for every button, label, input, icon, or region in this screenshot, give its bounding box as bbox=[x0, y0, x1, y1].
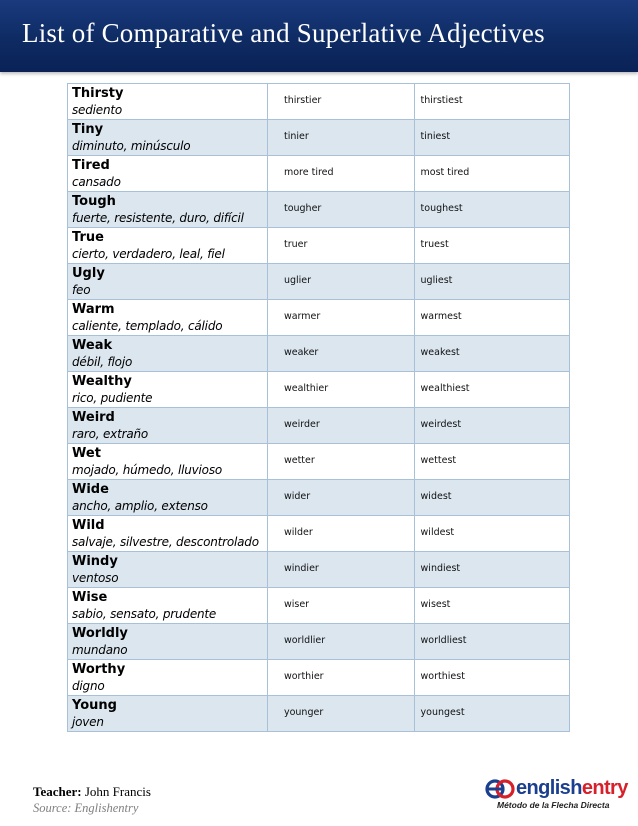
comparative-form: truer bbox=[283, 239, 308, 250]
comparative-cell bbox=[267, 408, 414, 444]
superlative-form: tiniest bbox=[420, 131, 451, 142]
superlative-form: wisest bbox=[420, 599, 451, 610]
comparative-form: tinier bbox=[283, 131, 309, 142]
table-row bbox=[68, 84, 570, 120]
superlative-form: truest bbox=[420, 239, 449, 250]
superlative-form: wealthiest bbox=[420, 383, 470, 394]
table-row bbox=[68, 300, 570, 336]
comparative-form: younger bbox=[283, 707, 324, 718]
superlative-form: ugliest bbox=[420, 275, 453, 286]
teacher-label: Teacher: bbox=[33, 784, 82, 799]
superlative-cell bbox=[414, 588, 569, 624]
adjective-word: Wise bbox=[72, 590, 108, 605]
adjective-word: Worldly bbox=[72, 626, 128, 641]
adjective-word: Warm bbox=[72, 302, 115, 317]
comparative-cell bbox=[267, 120, 414, 156]
superlative-cell bbox=[414, 444, 569, 480]
teacher-name: John Francis bbox=[84, 784, 151, 799]
adjective-cell bbox=[68, 336, 268, 372]
comparative-cell bbox=[267, 696, 414, 732]
adjective-translation: mojado, húmedo, lluvioso bbox=[72, 463, 223, 477]
adjective-cell bbox=[68, 408, 268, 444]
superlative-cell bbox=[414, 696, 569, 732]
superlative-form: windiest bbox=[420, 563, 461, 574]
adjective-translation: salvaje, silvestre, descontrolado bbox=[72, 535, 259, 549]
adjective-translation: fuerte, resistente, duro, difícil bbox=[72, 211, 244, 225]
adjective-translation: raro, extraño bbox=[72, 427, 149, 441]
comparative-form: thirstier bbox=[283, 95, 322, 106]
englishentry-logo bbox=[485, 777, 628, 812]
adjective-cell bbox=[68, 696, 268, 732]
adjective-word: Tiny bbox=[72, 122, 104, 137]
superlative-cell bbox=[414, 156, 569, 192]
adjective-word: True bbox=[72, 230, 104, 245]
adjective-word: Tough bbox=[72, 194, 116, 209]
adjective-cell bbox=[68, 228, 268, 264]
comparative-cell bbox=[267, 192, 414, 228]
superlative-cell bbox=[414, 624, 569, 660]
adjective-cell bbox=[68, 624, 268, 660]
adjective-word: Wild bbox=[72, 518, 105, 533]
adjective-cell bbox=[68, 372, 268, 408]
superlative-cell bbox=[414, 336, 569, 372]
adjective-cell bbox=[68, 84, 268, 120]
table-row bbox=[68, 588, 570, 624]
superlative-form: wettest bbox=[420, 455, 457, 466]
adjective-translation: rico, pudiente bbox=[72, 391, 153, 405]
comparative-form: tougher bbox=[283, 203, 322, 214]
comparative-cell bbox=[267, 336, 414, 372]
comparative-cell bbox=[267, 588, 414, 624]
superlative-cell bbox=[414, 660, 569, 696]
adjective-translation: sabio, sensato, prudente bbox=[72, 607, 217, 621]
comparative-cell bbox=[267, 84, 414, 120]
superlative-form: thirstiest bbox=[420, 95, 463, 106]
superlative-form: weakest bbox=[420, 347, 460, 358]
table-row bbox=[68, 372, 570, 408]
adjective-cell bbox=[68, 444, 268, 480]
superlative-form: youngest bbox=[420, 707, 465, 718]
comparative-cell bbox=[267, 264, 414, 300]
comparative-form: wetter bbox=[283, 455, 315, 466]
superlative-cell bbox=[414, 408, 569, 444]
comparative-form: wealthier bbox=[283, 383, 329, 394]
comparative-form: weirder bbox=[283, 419, 320, 430]
adjective-translation: sediento bbox=[72, 103, 123, 117]
comparative-cell bbox=[267, 552, 414, 588]
adjective-cell bbox=[68, 660, 268, 696]
comparative-cell bbox=[267, 444, 414, 480]
comparative-form: worldlier bbox=[283, 635, 326, 646]
logo-arrow-icon bbox=[485, 779, 515, 799]
adjective-word: Ugly bbox=[72, 266, 105, 281]
comparative-form: wilder bbox=[283, 527, 313, 538]
table-row bbox=[68, 408, 570, 444]
adjective-word: Young bbox=[72, 698, 117, 713]
table-row bbox=[68, 444, 570, 480]
table-row bbox=[68, 192, 570, 228]
comparative-cell bbox=[267, 156, 414, 192]
table-row bbox=[68, 480, 570, 516]
superlative-form: worldliest bbox=[420, 635, 467, 646]
comparative-form: warmer bbox=[283, 311, 321, 322]
superlative-form: widest bbox=[420, 491, 452, 502]
adjective-cell bbox=[68, 264, 268, 300]
comparative-form: windier bbox=[283, 563, 319, 574]
superlative-form: wildest bbox=[420, 527, 455, 538]
adjective-cell bbox=[68, 192, 268, 228]
comparative-form: wiser bbox=[283, 599, 310, 610]
adjective-cell bbox=[68, 516, 268, 552]
adjectives-table bbox=[67, 83, 570, 732]
adjective-word: Worthy bbox=[72, 662, 126, 677]
comparative-cell bbox=[267, 372, 414, 408]
superlative-cell bbox=[414, 264, 569, 300]
table-row bbox=[68, 120, 570, 156]
adjective-word: Tired bbox=[72, 158, 110, 173]
title-banner bbox=[0, 0, 638, 72]
superlative-form: worthiest bbox=[420, 671, 465, 682]
superlative-cell bbox=[414, 228, 569, 264]
page-title: List of Comparative and Superlative Adjectives bbox=[22, 18, 545, 48]
comparative-form: wider bbox=[283, 491, 311, 502]
logo-tagline: Método de la Flecha Directa bbox=[497, 800, 610, 810]
comparative-cell bbox=[267, 660, 414, 696]
table-row bbox=[68, 660, 570, 696]
adjective-translation: débil, flojo bbox=[72, 355, 133, 369]
comparative-form: uglier bbox=[283, 275, 312, 286]
comparative-form: more tired bbox=[283, 167, 334, 178]
superlative-form: toughest bbox=[420, 203, 463, 214]
adjective-cell bbox=[68, 300, 268, 336]
adjective-translation: digno bbox=[72, 679, 105, 693]
superlative-form: warmest bbox=[420, 311, 462, 322]
table-row bbox=[68, 336, 570, 372]
source-label: Source: bbox=[33, 801, 72, 815]
comparative-form: worthier bbox=[283, 671, 324, 682]
table-row bbox=[68, 264, 570, 300]
table-row bbox=[68, 516, 570, 552]
adjective-word: Windy bbox=[72, 554, 118, 569]
table-row bbox=[68, 228, 570, 264]
superlative-cell bbox=[414, 516, 569, 552]
source-name: Englishentry bbox=[74, 801, 139, 815]
adjective-translation: mundano bbox=[72, 643, 128, 657]
table-row bbox=[68, 156, 570, 192]
teacher-line bbox=[33, 783, 151, 800]
adjective-translation: joven bbox=[72, 715, 104, 729]
superlative-cell bbox=[414, 84, 569, 120]
adjective-translation: caliente, templado, cálido bbox=[72, 319, 223, 333]
adjective-word: Weird bbox=[72, 410, 115, 425]
superlative-cell bbox=[414, 192, 569, 228]
adjective-translation: ancho, amplio, extenso bbox=[72, 499, 208, 513]
superlative-form: weirdest bbox=[420, 419, 462, 430]
adjective-cell bbox=[68, 588, 268, 624]
adjective-translation: cierto, verdadero, leal, fiel bbox=[72, 247, 225, 261]
logo-wordmark: englishentry bbox=[516, 777, 628, 799]
table-row bbox=[68, 552, 570, 588]
adjective-word: Wide bbox=[72, 482, 109, 497]
superlative-form: most tired bbox=[420, 167, 470, 178]
comparative-cell bbox=[267, 624, 414, 660]
adjective-cell bbox=[68, 480, 268, 516]
superlative-cell bbox=[414, 552, 569, 588]
adjective-word: Weak bbox=[72, 338, 113, 353]
table-row bbox=[68, 696, 570, 732]
superlative-cell bbox=[414, 372, 569, 408]
adjective-cell bbox=[68, 156, 268, 192]
adjective-cell bbox=[68, 552, 268, 588]
comparative-cell bbox=[267, 300, 414, 336]
source-line bbox=[33, 800, 151, 817]
adjective-word: Wet bbox=[72, 446, 101, 461]
footer-credits bbox=[33, 783, 151, 817]
comparative-cell bbox=[267, 516, 414, 552]
adjective-word: Wealthy bbox=[72, 374, 132, 389]
adjective-translation: cansado bbox=[72, 175, 121, 189]
superlative-cell bbox=[414, 120, 569, 156]
comparative-cell bbox=[267, 228, 414, 264]
superlative-cell bbox=[414, 300, 569, 336]
adjective-word: Thirsty bbox=[72, 86, 124, 101]
superlative-cell bbox=[414, 480, 569, 516]
table-row bbox=[68, 624, 570, 660]
adjective-translation: diminuto, minúsculo bbox=[72, 139, 191, 153]
adjective-translation: ventoso bbox=[72, 571, 119, 585]
comparative-form: weaker bbox=[283, 347, 319, 358]
adjective-cell bbox=[68, 120, 268, 156]
comparative-cell bbox=[267, 480, 414, 516]
adjective-translation: feo bbox=[72, 283, 91, 297]
